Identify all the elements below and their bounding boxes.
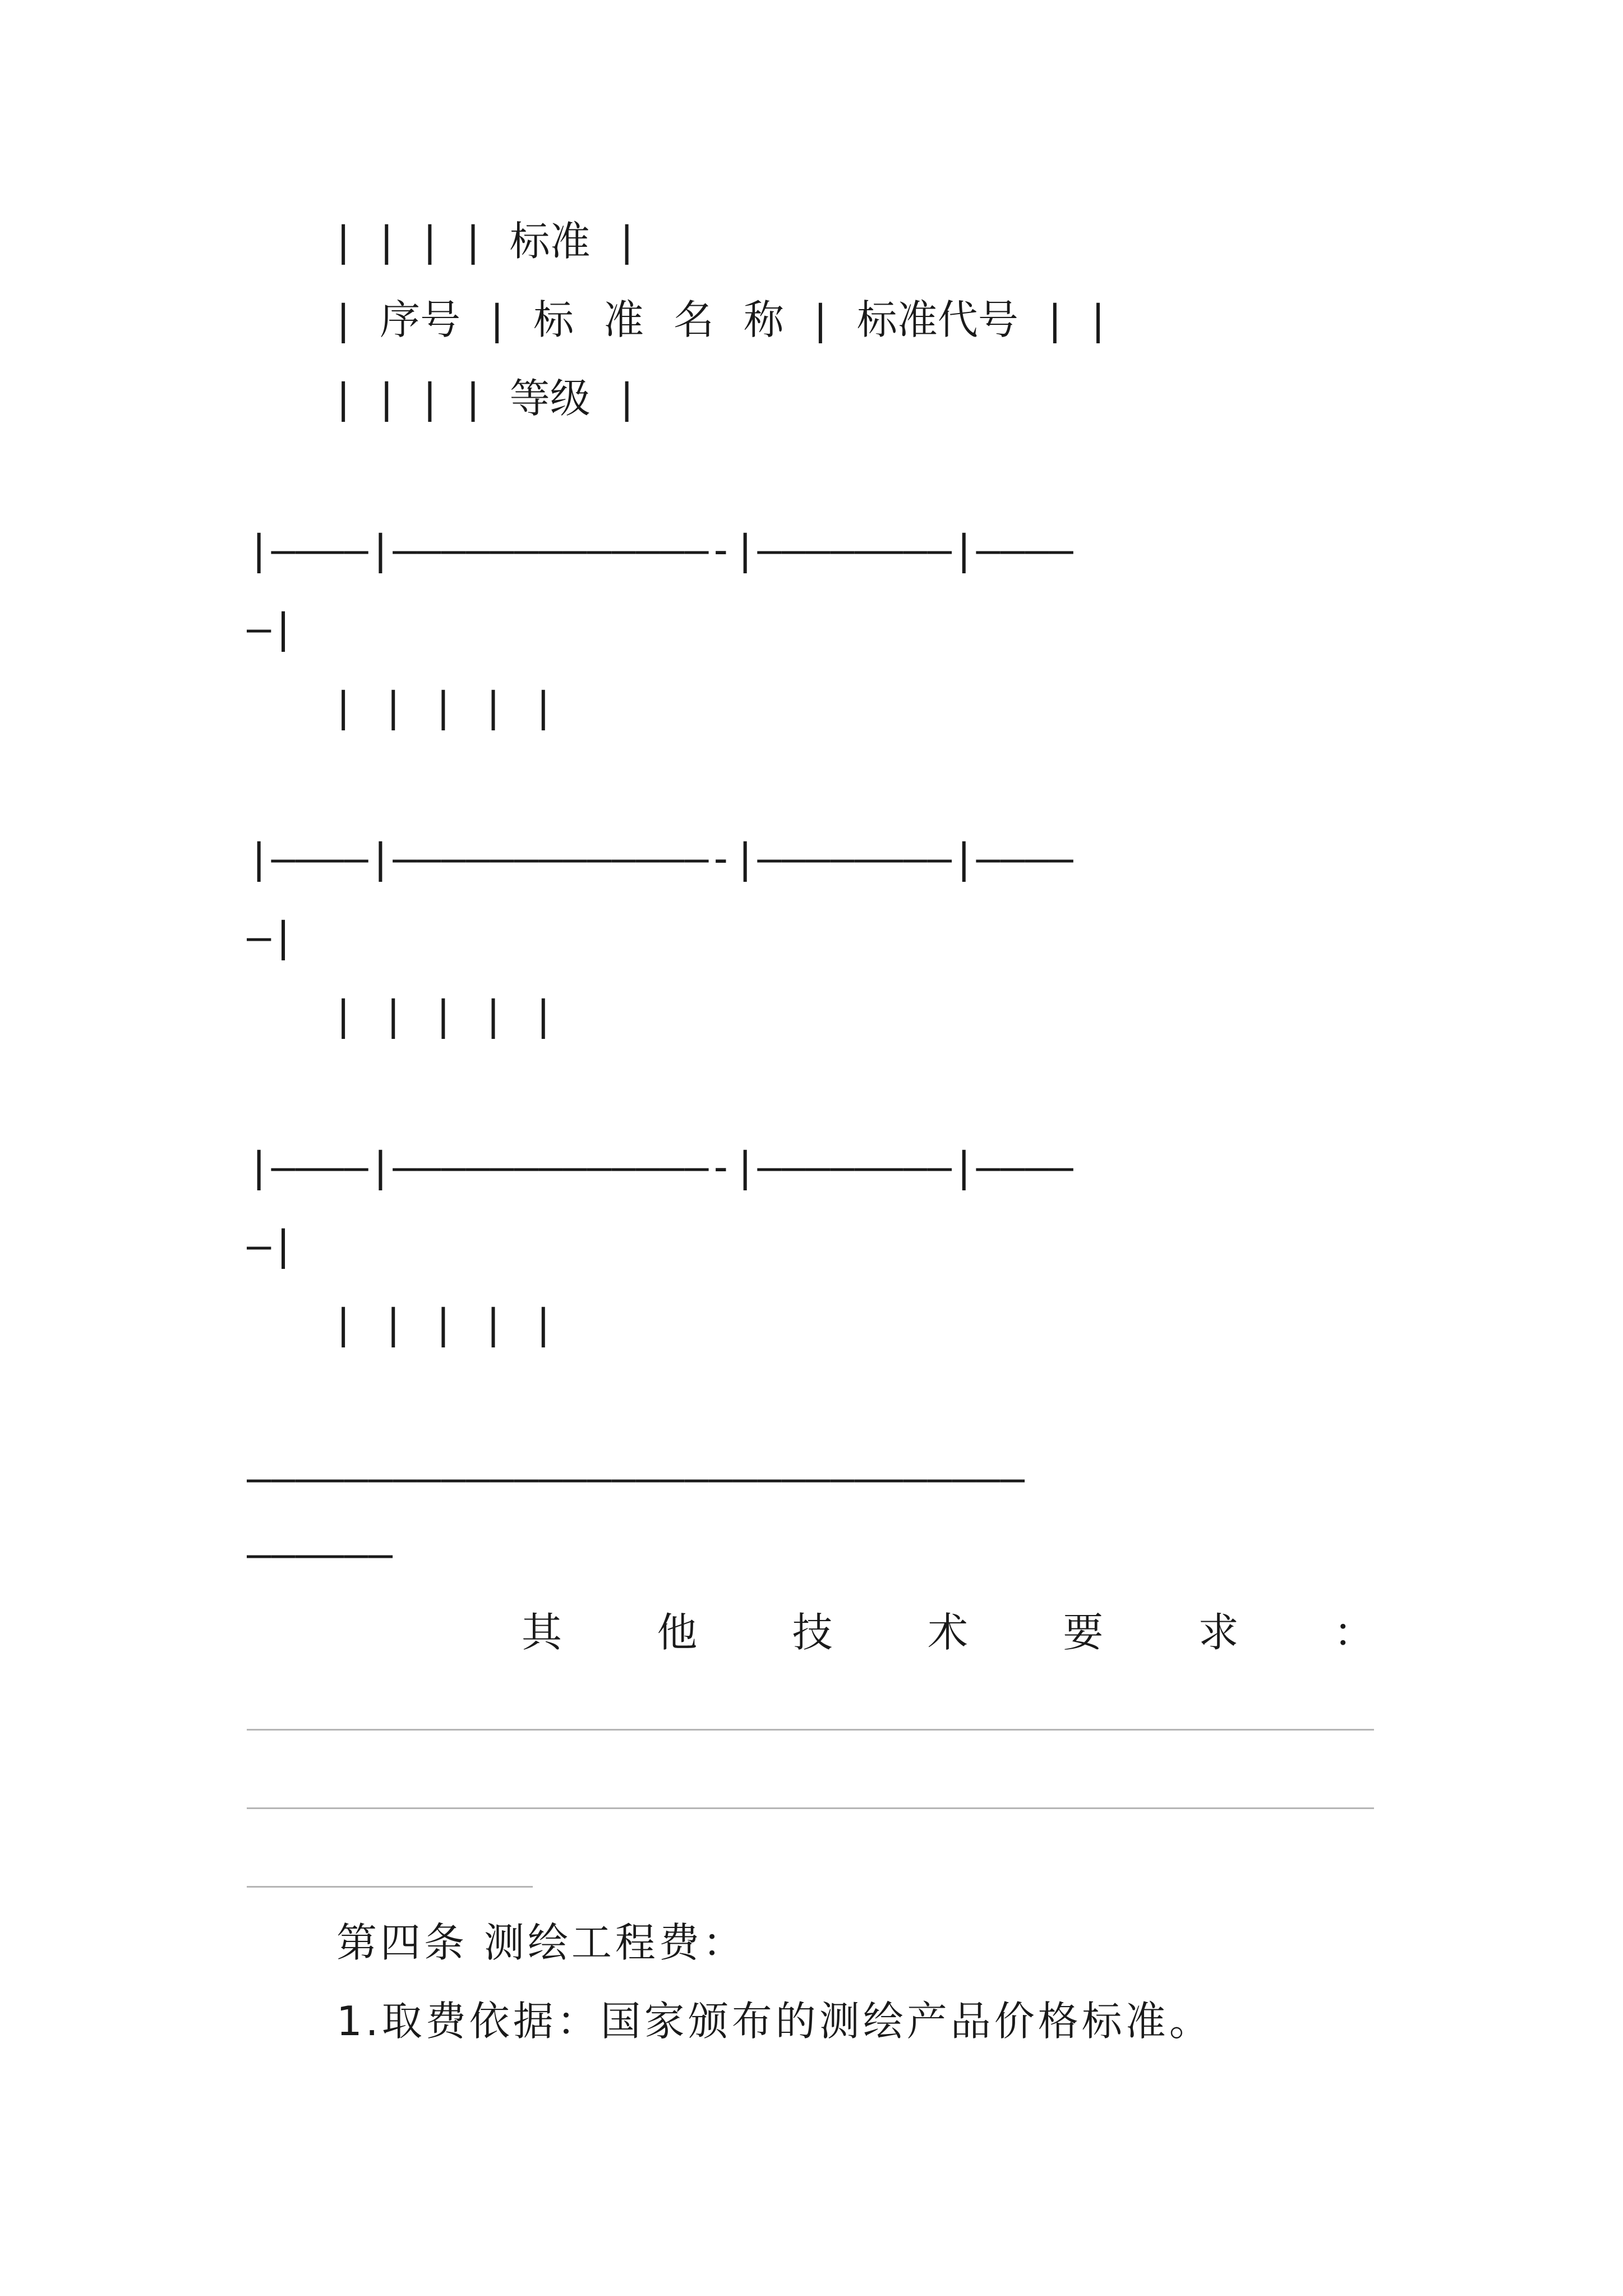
heading-char: 术 <box>927 1609 968 1656</box>
heading-char: 求 <box>1198 1609 1239 1656</box>
heading-char: 他 <box>657 1609 698 1656</box>
table-row: | | | | | <box>336 992 550 1039</box>
table-separator: |————|—————————————-|————————|———— <box>247 835 1073 882</box>
table-separator-tail: —| <box>247 605 296 652</box>
table-bottom-rule-tail: —————— <box>247 1530 393 1577</box>
other-requirements-heading <box>522 1602 1374 1663</box>
table-bottom-rule: ———————————————————————————————— <box>247 1455 1025 1502</box>
table-separator: |————|—————————————-|————————|———— <box>247 1143 1073 1190</box>
table-separator: |————|—————————————-|————————|———— <box>247 526 1073 573</box>
blank-line <box>247 1886 533 1888</box>
heading-char: 其 <box>522 1609 562 1656</box>
blank-line <box>247 1729 1374 1731</box>
table-separator-tail: —| <box>247 1222 296 1269</box>
article-4-item-1: 1.取费依据：国家颁布的测绘产品价格标准。 <box>336 1998 1213 2045</box>
table-header-line-1: | | | | 标准 | <box>336 218 634 265</box>
heading-char: ： <box>1333 1609 1374 1656</box>
table-separator-tail: —| <box>247 913 296 960</box>
table-row: | | | | | <box>336 683 550 730</box>
blank-line <box>247 1807 1374 1809</box>
heading-char: 技 <box>792 1609 833 1656</box>
table-header-line-3: | | | | 等级 | <box>336 375 634 422</box>
table-header-line-2: | 序号 | 标 准 名 称 | 标准代号 | | <box>336 296 1105 343</box>
heading-char: 要 <box>1063 1609 1104 1656</box>
article-4-title: 第四条 测绘工程费： <box>336 1919 746 1966</box>
table-row: | | | | | <box>336 1300 550 1347</box>
